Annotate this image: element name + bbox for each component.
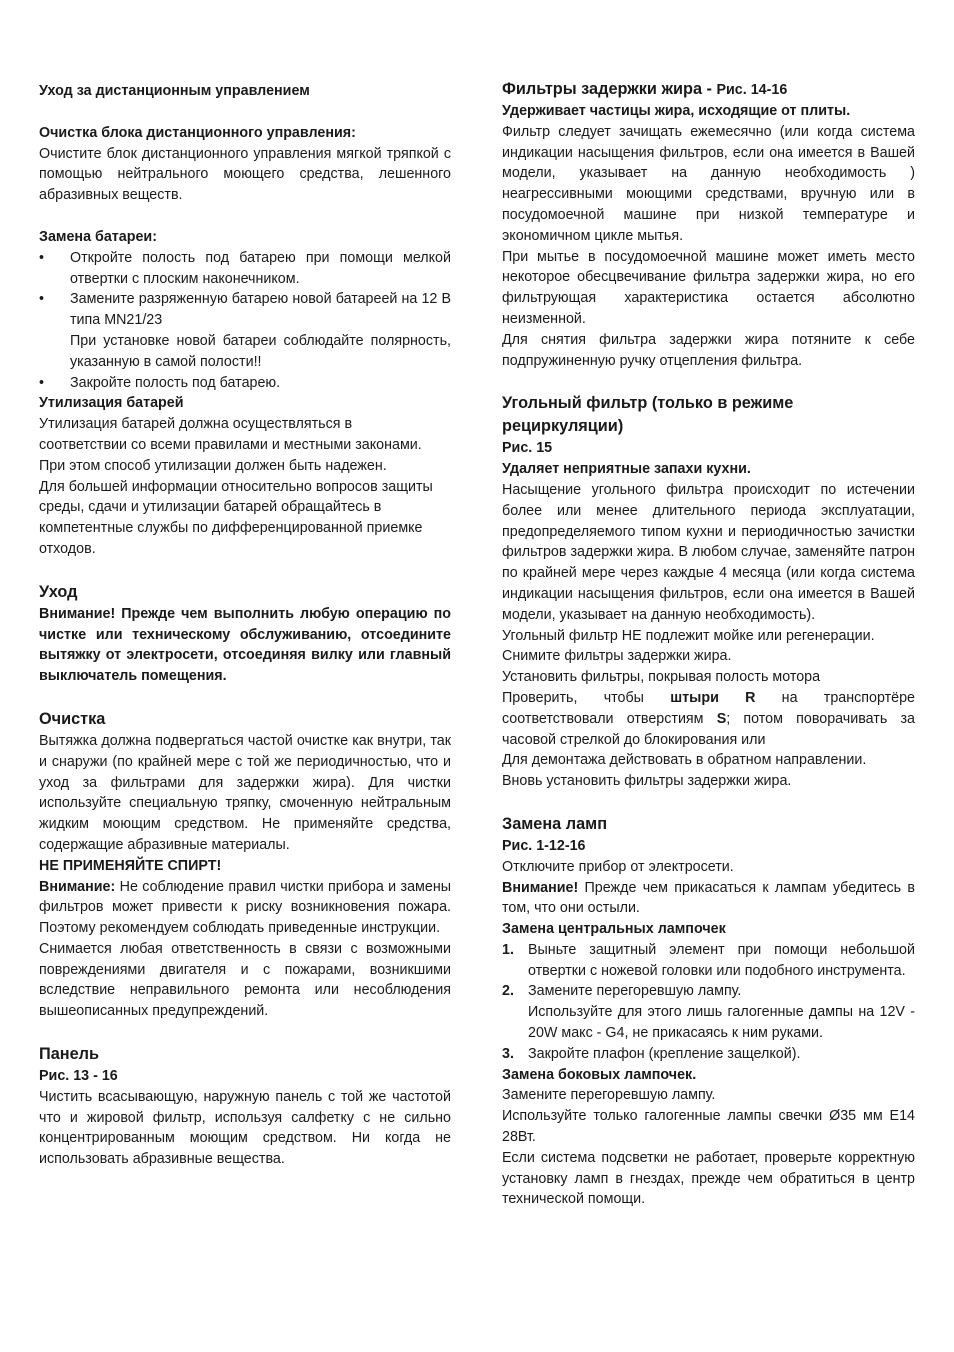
- care-heading: Уход: [39, 582, 78, 601]
- lamps-warning: Внимание! Прежде чем прикасаться к лампам убедитесь в том, что они остыли.: [502, 879, 915, 917]
- grease-filter-text-2: При мытье в посудомоечной машине может иметь место некоторое обесцвечивание фильтра задержки жира, но его фильтрующая характеристика остается абсолютно неизменной.: [502, 248, 915, 327]
- remote-care-heading: Уход за дистанционным управлением: [39, 83, 310, 99]
- carbon-filter-figure-ref: Рис. 15: [502, 440, 553, 457]
- carbon-filter-text-5: Проверить, чтобы штыри R на транспортёре соответствовали отверстиям S; потом поворачивать за часовой стрелкой до блокирования или: [502, 689, 915, 748]
- no-alcohol-warning: НЕ ПРИМЕНЯЙТЕ СПИРТ!: [39, 857, 222, 874]
- carbon-filter-text-4: Установить фильтры, покрывая полость мотора: [502, 669, 821, 686]
- carbon-filter-heading: Угольный фильтр (только в режиме рециркуляции): [502, 394, 794, 436]
- battery-disposal-heading: Утилизация батарей: [39, 395, 184, 412]
- left-column: [39, 81, 451, 1170]
- battery-steps-list: [39, 248, 451, 394]
- lamps-heading: Замена ламп: [502, 814, 608, 833]
- liability-text: Снимается любая ответственность в связи с возможными повреждениями двигателя и с пожарами, возникшими вследствие неправильного ремонта или несоблюдения вышеописанных предупреждений.: [39, 940, 451, 1020]
- list-item: • Откройте полость под батарею при помощи мелкой отвертки с плоским наконечником.: [39, 248, 451, 290]
- central-lamps-steps: [502, 940, 915, 1065]
- battery-polarity-note: При установке новой батареи соблюдайте полярность, указанную в самой полости!!: [70, 332, 451, 370]
- care-warning: Внимание! Прежде чем выполнить любую операцию по чистке или техническому обслуживанию, отсоедините вытяжку от электросети, отсоединяя вилку или главный выключатель помещения.: [39, 605, 451, 685]
- carbon-filter-text-7: Вновь установить фильтры задержки жира.: [502, 773, 792, 790]
- list-item: 3. Закройте плафон (крепление защелкой).: [502, 1045, 801, 1062]
- carbon-filter-text-1: Насыщение угольного фильтра происходит по истечении более или менее длительного периода эксплуатации, предопределяемого типом кухни и периодичностью зачистки фильтров задержки жира. В любом случае, заменяйте патрон по крайней мере через каждые 4 месяца (или когда система индикации насыщения фильтров, если она имеется в Вашей модели, указывает на данную необходимость).: [502, 481, 915, 623]
- central-lamps-heading: Замена центральных лампочек: [502, 921, 726, 938]
- list-item: 1. Выньте защитный элемент при помощи небольшой отвертки с ножевой головки или подобного инструмента.: [502, 941, 915, 979]
- cleaning-text: Вытяжка должна подвергаться частой очистке как внутри, так и снаружи (по крайней мере с той же периодичностью, что и уход за фильтрами для задержки жира). Для чистки используйте специальную тряпку, смоченную нейтральным жидким моющим средством. Не применяйте средства, содержащие абразивные материалы.: [39, 732, 451, 853]
- side-lamps-text-1: Замените перегоревшую лампу.: [502, 1087, 716, 1104]
- carbon-filter-text-2: Угольный фильтр НЕ подлежит мойке или регенерации.: [502, 627, 875, 644]
- grease-filter-heading: Фильтры задержки жира - Рис. 14-16: [502, 80, 788, 98]
- side-lamps-heading: Замена боковых лампочек.: [502, 1066, 697, 1083]
- list-item: • Закройте полость под батарею.: [39, 373, 451, 394]
- remote-clean-heading: Очистка блока дистанционного управления:: [39, 124, 356, 141]
- battery-disposal-text: Утилизация батарей должна осуществляться в соответствии со всеми правилами и местными законами. При этом способ утилизации должен быть надежен. Для большей информации относительно вопросов защиты среды, сдачи и утилизации батарей обращайтесь в компетентные службы по дифференцированной приемке отходов.: [39, 416, 433, 557]
- side-lamps-text-3: Если система подсветки не работает, проверьте корректную установку ламп в гнездах, прежде чем обратиться в центр технической помощи.: [502, 1149, 915, 1208]
- panel-figure-ref: Рис. 13 - 16: [39, 1068, 118, 1085]
- list-item: 2. Замените перегоревшую лампу. Используйте для этого лишь галогенные дампы на 12V - 20W макс - G4, не прикасаясь к ним руками.: [502, 981, 915, 1043]
- remote-clean-text: Очистите блок дистанционного управления мягкой тряпкой с помощью нейтрального моющего средства, лешенного абразивных веществ.: [39, 145, 451, 204]
- lamps-figure-ref: Рис. 1-12-16: [502, 837, 586, 854]
- lamps-text-1: Отключите прибор от электросети.: [502, 858, 734, 875]
- list-item: • Замените разряженную батарею новой батареей на 12 В типа MN21/23 При установке новой батареи соблюдайте полярность, указанную в самой полости!!: [39, 289, 451, 372]
- cleaning-warning: Внимание: Не соблюдение правил чистки прибора и замены фильтров может привести к риску возникновения пожара. Поэтому рекомендуем соблюдать приведенные инструкции.: [39, 878, 451, 937]
- side-lamps-text-2: Используйте только галогенные лампы свечки Ø35 мм Е14 28Вт.: [502, 1108, 915, 1146]
- cleaning-heading: Очистка: [39, 709, 106, 728]
- panel-text: Чистить всасывающую, наружную панель с той же частотой что и жировой фильтр, используя салфетку с не сильно концентрированным моющим средством. Ни когда не использовать абразивные вещества.: [39, 1088, 451, 1168]
- central-lamp-note: Используйте для этого лишь галогенные дампы на 12V - 20W макс - G4, не прикасаясь к ним руками.: [528, 1004, 915, 1042]
- grease-filter-subheading: Удерживает частицы жира, исходящие от плиты.: [502, 103, 851, 119]
- grease-filter-text-1: Фильтр следует зачищать ежемесячно (или когда система индикации насыщения фильтров, если она имеется в Вашей модели, указывает на данную необходимость ) неагрессивными моющими средствами, вручную или в посудомоечной машине при низкой температуре и экономичном цикле мытья.: [502, 123, 915, 244]
- grease-filter-text-3: Для снятия фильтра задержки жира потяните к себе подпружиненную ручку отцепления фильтра.: [502, 331, 915, 369]
- carbon-filter-text-6: Для демонтажа действовать в обратном направлении.: [502, 752, 867, 769]
- carbon-filter-text-3: Снимите фильтры задержки жира.: [502, 648, 732, 665]
- carbon-filter-subheading: Удаляет неприятные запахи кухни.: [502, 461, 751, 478]
- right-column: [502, 78, 915, 1210]
- panel-heading: Панель: [39, 1045, 99, 1064]
- battery-heading: Замена батареи:: [39, 228, 157, 245]
